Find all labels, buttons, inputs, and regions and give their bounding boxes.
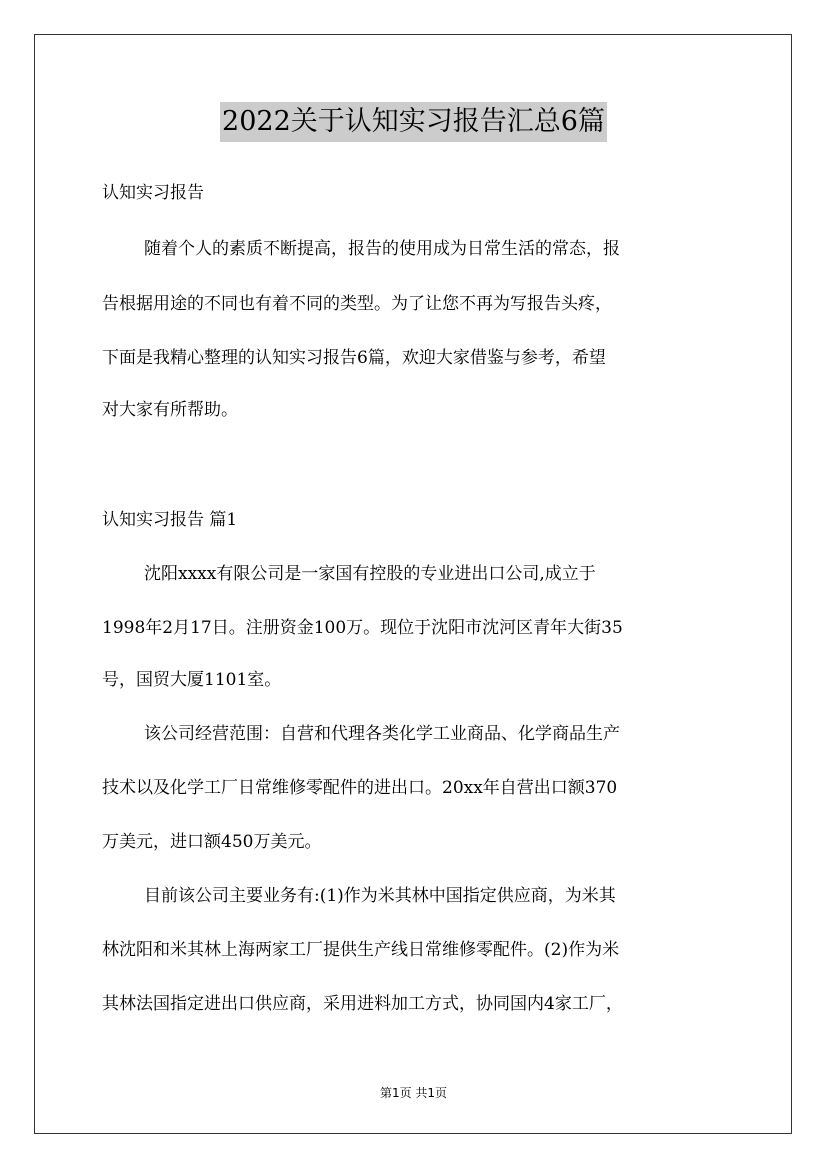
title-container: [0, 102, 827, 142]
section-heading-part1: 认知实习报告 篇1: [102, 510, 238, 530]
paragraph-line: 目前该公司主要业务有:(1)作为米其林中国指定供应商，为米其: [144, 886, 616, 906]
paragraph-line: 该公司经营范围：自营和代理各类化学工业商品、化学商品生产: [144, 724, 620, 744]
intro-line: 下面是我精心整理的认知实习报告6篇，欢迎大家借鉴与参考，希望: [102, 348, 606, 368]
paragraph-line: 其林法国指定进出口供应商，采用进料加工方式，协同国内4家工厂，: [102, 994, 623, 1014]
paragraph-line: 1998年2月17日。注册资金100万。现位于沈阳市沈河区青年大街35: [102, 618, 623, 638]
intro-line: 对大家有所帮助。: [102, 400, 238, 420]
document-title: 2022关于认知实习报告汇总6篇: [220, 102, 607, 142]
intro-line: 告根据用途的不同也有着不同的类型。为了让您不再为写报告头疼，: [102, 294, 612, 314]
paragraph-line: 沈阳xxxx有限公司是一家国有控股的专业进出口公司,成立于: [144, 564, 596, 584]
paragraph-line: 万美元，进口额450万美元。: [102, 832, 322, 852]
intro-heading: 认知实习报告: [102, 183, 204, 203]
page-footer: 第1页 共1页: [379, 1086, 448, 1100]
paragraph-line: 技术以及化学工厂日常维修零配件的进出口。20xx年自营出口额370: [102, 778, 618, 798]
paragraph-line: 林沈阳和米其林上海两家工厂提供生产线日常维修零配件。(2)作为米: [102, 940, 620, 960]
paragraph-line: 号，国贸大厦1101室。: [102, 670, 282, 690]
intro-line: 随着个人的素质不断提高，报告的使用成为日常生活的常态，报: [144, 239, 620, 259]
